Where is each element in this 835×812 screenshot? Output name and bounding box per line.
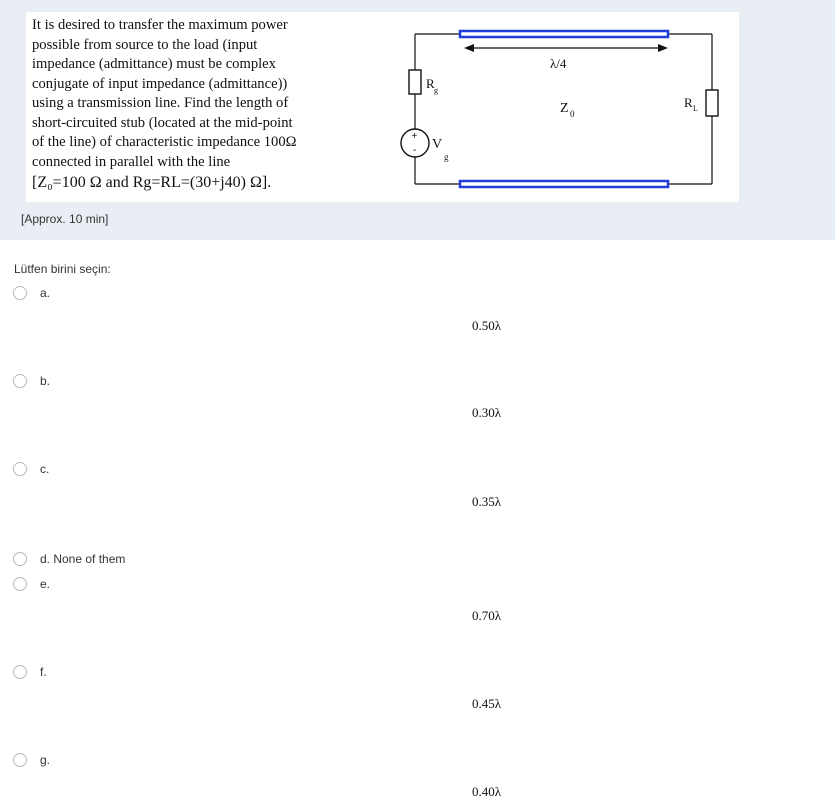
rl-label: R xyxy=(684,95,693,110)
radio-button[interactable] xyxy=(13,753,27,767)
option-label: g. xyxy=(40,753,51,767)
minus-sign: - xyxy=(413,145,417,156)
option-b[interactable] xyxy=(13,374,50,388)
option-g[interactable] xyxy=(13,753,50,767)
option-label: a. xyxy=(40,286,51,300)
vg-label: V xyxy=(432,137,443,152)
rl-resistor xyxy=(706,90,718,116)
question-line: short-circuited stub (located at the mid-point xyxy=(32,114,293,131)
answer-prompt: Lütfen birini seçin: xyxy=(14,262,111,276)
option-c[interactable] xyxy=(13,462,49,476)
plus-sign: + xyxy=(411,131,418,142)
option-label: d. None of them xyxy=(40,552,126,566)
question-panel xyxy=(0,0,835,240)
radio-button[interactable] xyxy=(13,552,27,566)
circuit-diagram xyxy=(378,12,739,202)
radio-button[interactable] xyxy=(13,462,27,476)
question-text xyxy=(32,16,362,193)
radio-button[interactable] xyxy=(13,665,27,679)
option-a[interactable] xyxy=(13,286,50,300)
question-line: using a transmission line. Find the length of xyxy=(32,95,289,111)
rg-subscript: g xyxy=(434,86,438,95)
option-g-value: 0.40λ xyxy=(472,784,502,799)
question-line: conjugate of input impedance (admittance)) xyxy=(32,75,288,92)
arrow-head-right xyxy=(658,44,668,52)
question-line: impedance (admittance) must be complex xyxy=(32,56,276,72)
upper-conductor xyxy=(460,31,668,37)
radio-button[interactable] xyxy=(13,577,27,591)
option-f[interactable] xyxy=(13,665,47,679)
z0-subscript: 0 xyxy=(570,109,575,119)
z0-label: Z xyxy=(560,101,569,116)
option-a-value: 0.50λ xyxy=(472,318,502,333)
option-e[interactable] xyxy=(13,577,50,591)
rl-subscript: L xyxy=(693,104,698,113)
question-line: It is desired to transfer the maximum power xyxy=(32,17,288,33)
lower-conductor xyxy=(460,181,668,187)
vg-subscript: g xyxy=(444,152,449,162)
question-line: connected in parallel with the line xyxy=(32,153,231,170)
option-label: c. xyxy=(40,462,50,476)
option-f-value: 0.45λ xyxy=(472,696,502,711)
question-line: possible from source to the load (input xyxy=(32,36,258,53)
option-e-value: 0.70λ xyxy=(472,608,502,623)
length-label: λ/4 xyxy=(550,56,567,71)
rg-resistor xyxy=(409,70,421,94)
question-line: of the line) of characteristic impedance 100Ω xyxy=(32,134,297,150)
option-label: e. xyxy=(40,577,51,591)
option-d[interactable] xyxy=(13,552,125,566)
option-c-value: 0.35λ xyxy=(472,494,502,509)
time-hint: [Approx. 10 min] xyxy=(21,212,109,226)
option-label: f. xyxy=(40,665,47,679)
option-b-value: 0.30λ xyxy=(472,405,502,420)
option-label: b. xyxy=(40,374,51,388)
arrow-head-left xyxy=(464,44,474,52)
radio-button[interactable] xyxy=(13,286,27,300)
rg-label: R xyxy=(426,76,435,91)
question-last-line: [Z₀=100 Ω and Rg=RL=(30+j40) Ω]. xyxy=(32,174,272,191)
radio-button[interactable] xyxy=(13,374,27,388)
